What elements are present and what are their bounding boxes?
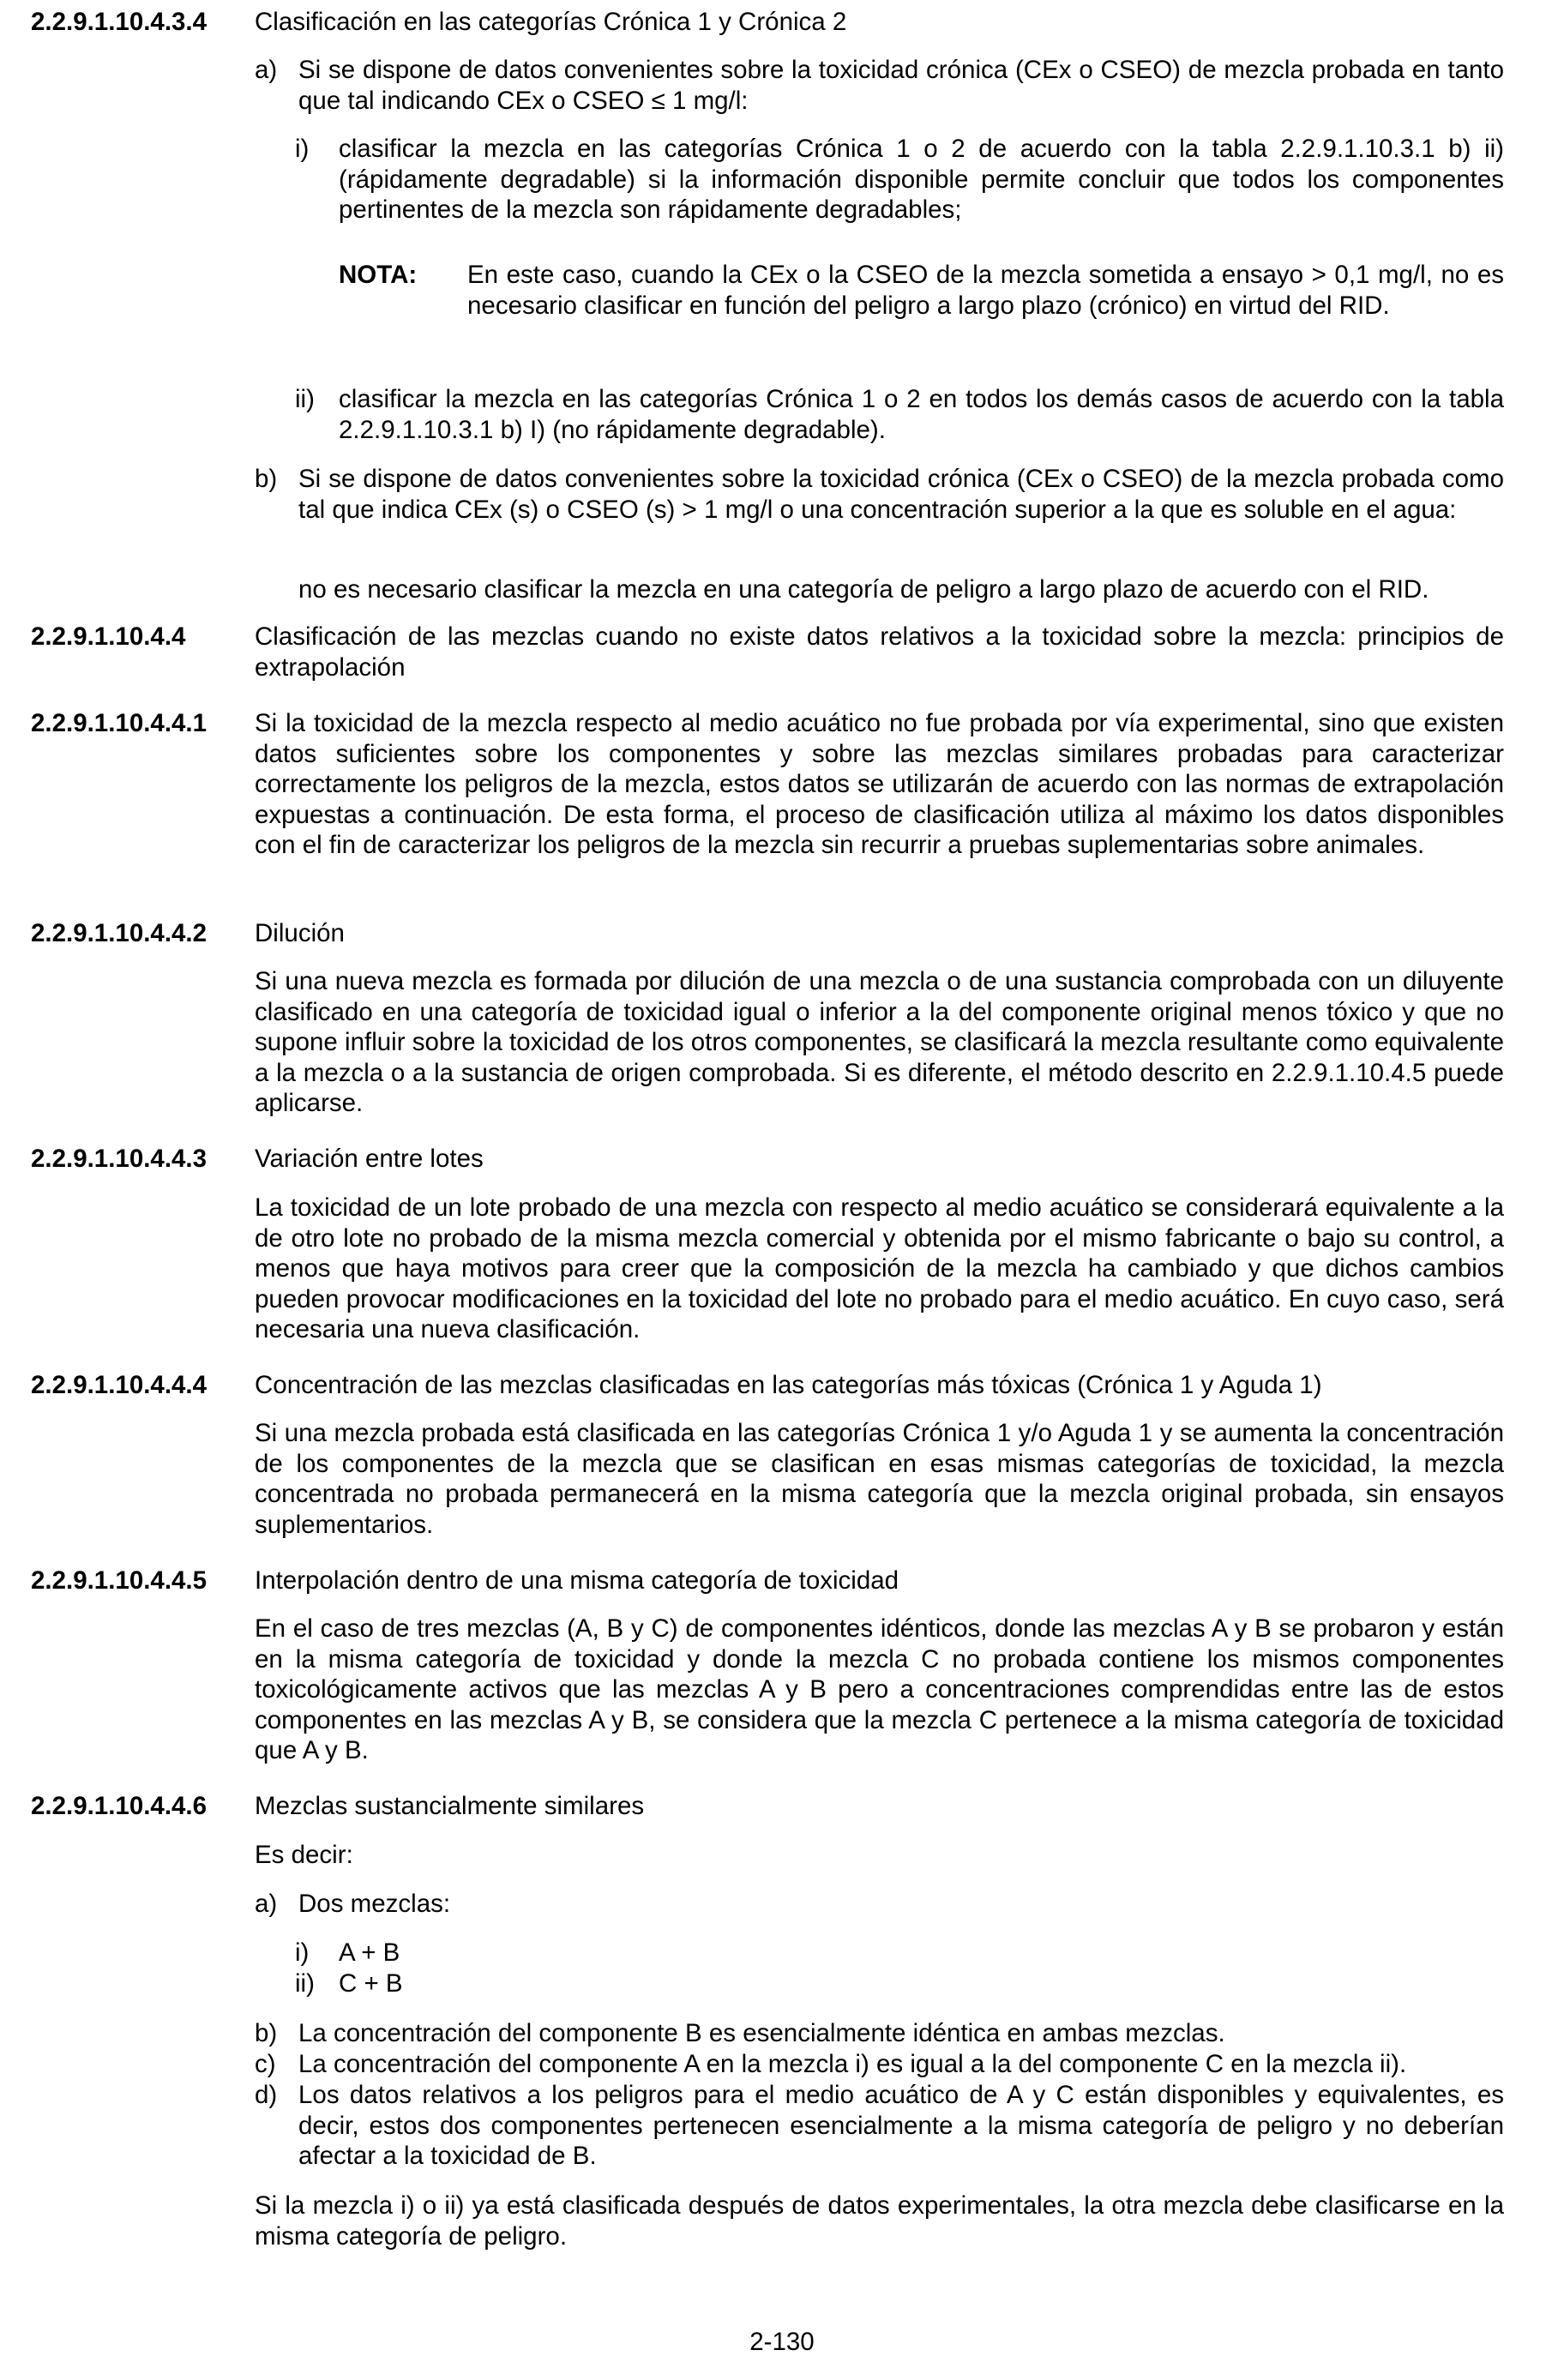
section-title: Interpolación dentro de una misma categoría de toxicidad [255,1566,899,1595]
list-marker-d: d) [255,2081,278,2109]
section-body: La toxicidad de un lote probado de una mezcla con respecto al medio acuático se considerará equivalente a la de otro lote no probado de la misma mezcla comercial y obtenida por el mismo fabricante o bajo su control, a menos que haya motivos para creer que la composición de la mezcla ha cambiado y que dichos cambios pueden provocar modificaciones en la toxicidad del lote no probado para el medio acuático. En cuyo caso, será necesaria una nueva clasificación. [255,1193,1504,1344]
nota-label: NOTA: [339,261,418,289]
section-number: 2.2.9.1.10.4.4.1 [31,709,208,737]
section-title: Clasificación de las mezclas cuando no existe datos relativos a la toxicidad sobre la mezcla: principios de extrapolación [255,622,1504,682]
section-title: Variación entre lotes [255,1145,484,1173]
section-number: 2.2.9.1.10.4.4.4 [31,1371,208,1399]
section-title: Dilución [255,919,345,947]
section-title: Clasificación en las categorías Crónica 1 y Crónica 2 [255,8,847,36]
section-number: 2.2.9.1.10.4.4 [31,622,186,651]
section-body: Si una mezcla probada está clasificada en las categorías Crónica 1 y/o Aguda 1 y se aumenta la concentración de los componentes de la mezcla que se clasifican en esas mismas categorías de toxicidad, la mezcla concentrada no probada permanecerá en la misma categoría que la mezcla original probada, sin ensayos suplementarios. [255,1419,1504,1539]
sublist-item-i-text: clasificar la mezcla en las categorías Crónica 1 o 2 de acuerdo con la tabla 2.2.9.1.10.3.1 b) ii) (rápidamente degradable) si la información disponible permite concluir que todos los componentes pertinentes de la mezcla son rápidamente degradables; [339,135,1504,225]
section-title: Concentración de las mezclas clasificadas en las categorías más tóxicas (Crónica 1 y Aguda 1) [255,1371,1322,1399]
list-item-a-text: Dos mezclas: [298,1890,451,1918]
sublist-item-ii-text: clasificar la mezcla en las categorías Crónica 1 o 2 en todos los demás casos de acuerdo con la tabla 2.2.9.1.10.3.1 b) I) (no rápidamente degradable). [339,385,1504,444]
section-number: 2.2.9.1.10.4.4.2 [31,919,208,947]
page-number: 2-130 [749,2328,815,2356]
sublist-marker-i: i) [295,1938,310,1967]
list-item-b-text: Si se dispone de datos convenientes sobre la toxicidad crónica (CEx o CSEO) de la mezcla probada como tal que indica CEx (s) o CSEO (s) > 1 mg/l o una concentración superior a la que es soluble en el agua: [298,465,1504,524]
list-marker-b: b) [255,465,278,493]
list-item-c-text: La concentración del componente A en la mezcla i) es igual a la del componente C en la mezcla ii). [298,2050,1407,2078]
list-item-b-text: La concentración del componente B es esencialmente idéntica en ambas mezclas. [298,2019,1225,2047]
sublist-item-ii-text: C + B [339,1969,403,1998]
sublist-marker-ii: ii) [295,1969,315,1998]
list-item-d-text: Los datos relativos a los peligros para el medio acuático de A y C están disponibles y equivalentes, es decir, estos dos componentes pertenecen esencialmente a la misma categoría de peligro y no deberían afectar a la toxicidad de B. [298,2081,1504,2171]
section-number: 2.2.9.1.10.4.4.5 [31,1566,208,1595]
sublist-marker-ii: ii) [295,385,315,413]
list-marker-c: c) [255,2050,276,2078]
section-intro: Es decir: [255,1841,353,1869]
section-number: 2.2.9.1.10.4.3.4 [31,8,208,36]
section-number: 2.2.9.1.10.4.4.6 [31,1792,208,1820]
list-marker-a: a) [255,1890,278,1918]
section-title: Mezclas sustancialmente similares [255,1792,645,1820]
list-marker-a: a) [255,56,278,84]
section-number: 2.2.9.1.10.4.4.3 [31,1145,208,1173]
nota-text: En este caso, cuando la CEx o la CSEO de la mezcla sometida a ensayo > 0,1 mg/l, no es necesario clasificar en función del peligro a largo plazo (crónico) en virtud del RID. [467,261,1504,320]
section-body: En el caso de tres mezclas (A, B y C) de componentes idénticos, donde las mezclas A y B se probaron y están en la misma categoría de toxicidad y donde la mezcla C no probada contiene los mismos componentes toxicológicamente activos que las mezclas A y B pero a concentraciones comprendidas entre las de estos componentes en las mezclas A y B, se considera que la mezcla C pertenece a la misma categoría de toxicidad que A y B. [255,1614,1504,1765]
list-item-a-text: Si se dispone de datos convenientes sobre la toxicidad crónica (CEx o CSEO) de mezcla probada en tanto que tal indicando CEx o CSEO ≤ 1 mg/l: [298,56,1504,115]
sublist-marker-i: i) [295,135,310,163]
list-marker-b: b) [255,2019,278,2047]
section-body: Si la toxicidad de la mezcla respecto al medio acuático no fue probada por vía experimental, sino que existen datos suficientes sobre los componentes y sobre las mezclas similares probadas para caracterizar correctamente los peligros de la mezcla, estos datos se utilizarán de acuerdo con las normas de extrapolación expuestas a continuación. De esta forma, el proceso de clasificación utiliza al máximo los datos disponibles con el fin de caracterizar los peligros de la mezcla sin recurrir a pruebas suplementarias sobre animales. [255,709,1504,860]
section-body: Si una nueva mezcla es formada por dilución de una mezcla o de una sustancia comprobada con un diluyente clasificado en una categoría de toxicidad igual o inferior a la del componente original menos tóxico y que no supone influir sobre la toxicidad de los otros componentes, se clasificará la mezcla resultante como equivalente a la mezcla o a la sustancia de origen comprobada. Si es diferente, el método descrito en 2.2.9.1.10.4.5 puede aplicarse. [255,967,1504,1118]
list-item-b-continuation: no es necesario clasificar la mezcla en una categoría de peligro a largo plazo de acuerdo con el RID. [298,575,1429,604]
closing-paragraph: Si la mezcla i) o ii) ya está clasificada después de datos experimentales, la otra mezcla debe clasificarse en la misma categoría de peligro. [255,2191,1504,2251]
sublist-item-i-text: A + B [339,1938,400,1967]
